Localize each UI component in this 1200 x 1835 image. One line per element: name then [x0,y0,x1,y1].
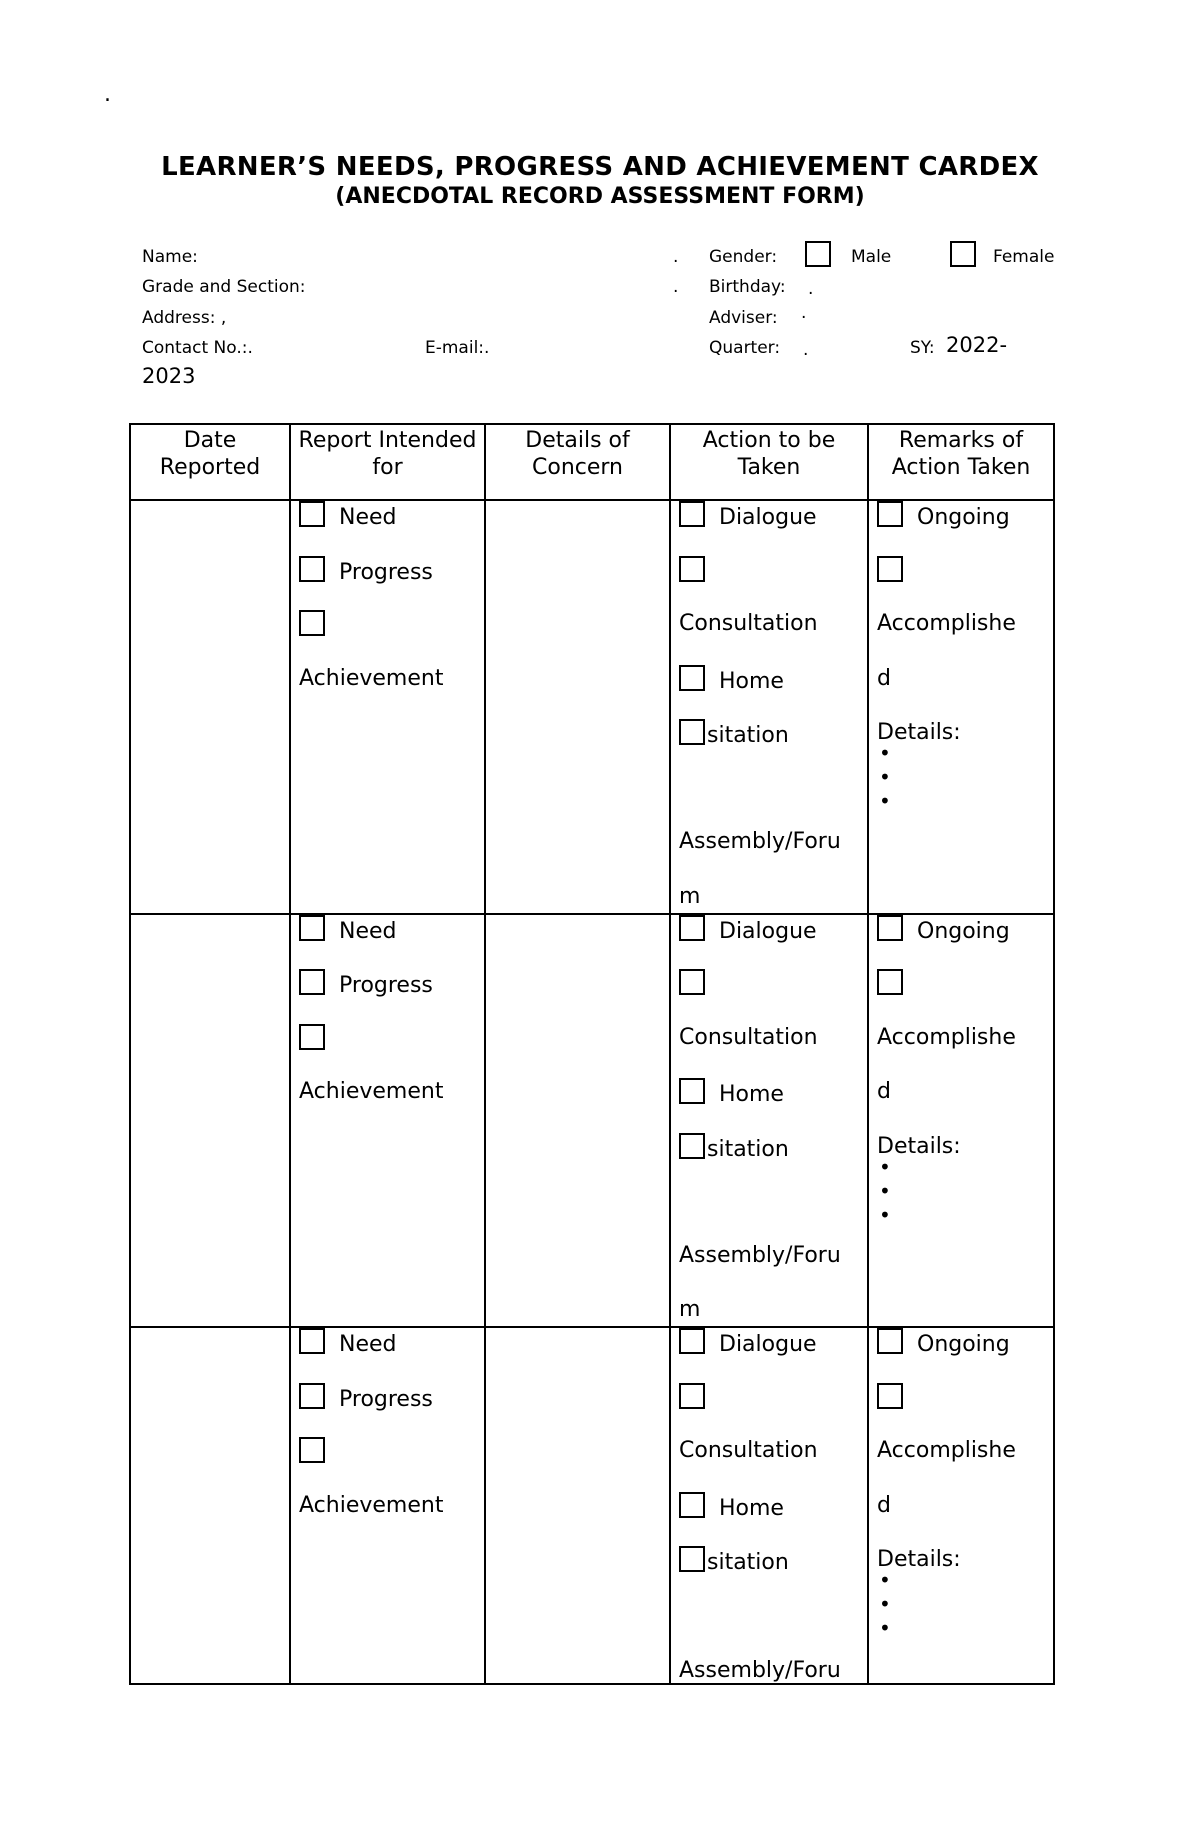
form-title: LEARNER’S NEEDS, PROGRESS AND ACHIEVEMENT CARDEX [161,152,1039,182]
sitation-label: sitation [707,1550,789,1575]
sy-label: SY: [910,338,935,358]
female-label: Female [993,247,1055,267]
action-taken-cell [670,914,868,1328]
achievement-checkbox[interactable] [299,610,325,636]
need-label: Need [339,1332,397,1357]
details-label: Details: [877,1133,961,1159]
home-checkbox[interactable] [679,665,705,691]
progress-checkbox[interactable] [299,556,325,582]
grade-section-label: Grade and Section: [142,277,306,297]
accomplished-label-wrap: d [877,1492,891,1518]
sitation-checkbox[interactable] [679,1546,705,1572]
report-intended-cell [290,914,485,1328]
achievement-label: Achievement [299,1079,444,1104]
sitation-label: sitation [707,1136,789,1162]
home-label: Home [719,668,784,694]
adviser-dot: · [801,308,807,328]
remarks-cell [868,1327,1054,1684]
sy-value-start: 2022- [946,333,1008,357]
sitation-checkbox[interactable] [679,1133,705,1159]
form-subtitle: (ANECDOTAL RECORD ASSESSMENT FORM) [335,184,865,209]
ongoing-label: Ongoing [917,1332,1010,1357]
table-row [130,914,1054,1328]
details-bullet: • [879,1592,891,1616]
date-reported-cell[interactable] [130,500,290,914]
dialogue-label: Dialogue [719,505,817,530]
details-concern-cell[interactable] [485,500,670,914]
need-checkbox[interactable] [299,915,325,941]
address-label: Address: , [142,308,227,328]
birthday-label: Birthday: [709,277,786,297]
sy-value-end: 2023 [142,364,196,388]
report-intended-cell [290,500,485,914]
dialogue-checkbox[interactable] [679,501,705,527]
table-row [130,1327,1054,1684]
accomplished-label-wrap: d [877,1079,891,1104]
header-details-concern: Details of Concern [485,424,670,500]
details-bullet: • [879,1568,891,1592]
details-label: Details: [877,1547,961,1572]
details-bullet: • [879,765,891,789]
home-label: Home [719,1495,784,1521]
consultation-label: Consultation [679,1024,818,1050]
need-checkbox[interactable] [299,1328,325,1354]
consultation-checkbox[interactable] [679,969,705,995]
action-taken-cell [670,1327,868,1684]
need-label: Need [339,918,397,944]
ongoing-checkbox[interactable] [877,915,903,941]
ongoing-label: Ongoing [917,505,1010,530]
achievement-checkbox[interactable] [299,1024,325,1050]
consultation-label: Consultation [679,611,818,636]
details-concern-cell[interactable] [485,914,670,1328]
details-bullet: • [879,1616,891,1640]
date-reported-cell[interactable] [130,1327,290,1684]
progress-label: Progress [339,973,433,998]
details-label: Details: [877,720,961,745]
header-report-intended: Report Intended for [290,424,485,500]
sitation-checkbox[interactable] [679,719,705,745]
progress-checkbox[interactable] [299,1383,325,1409]
remarks-cell [868,914,1054,1328]
achievement-label: Achievement [299,665,444,691]
header-date-reported: Date Reported [130,424,290,500]
contact-label: Contact No.:. [142,338,253,358]
name-label: Name: [142,247,198,267]
dialogue-label: Dialogue [719,918,817,944]
details-bullet: • [879,1178,891,1203]
name-dot: . [673,247,679,267]
gender-label: Gender: [709,247,778,267]
assembly-label: Assembly/Foru [679,1658,841,1683]
dialogue-label: Dialogue [719,1332,817,1357]
assembly-label: Assembly/Foru [679,1242,841,1268]
home-checkbox[interactable] [679,1492,705,1518]
home-label: Home [719,1082,784,1107]
female-checkbox[interactable] [950,241,976,267]
consultation-label: Consultation [679,1438,818,1463]
male-checkbox[interactable] [805,241,831,267]
consultation-checkbox[interactable] [679,1383,705,1409]
accomplished-label: Accomplishe [877,1024,1016,1050]
details-concern-cell[interactable] [485,1327,670,1684]
achievement-checkbox[interactable] [299,1437,325,1463]
action-taken-cell [670,500,868,914]
quarter-label: Quarter: [709,338,781,358]
ongoing-label: Ongoing [917,918,1010,944]
assembly-label-wrap: m [679,883,701,909]
birthday-dot: . [808,279,814,299]
dialogue-checkbox[interactable] [679,1328,705,1354]
accomplished-label-wrap: d [877,665,891,691]
accomplished-checkbox[interactable] [877,1383,903,1409]
date-reported-cell[interactable] [130,914,290,1328]
accomplished-checkbox[interactable] [877,969,903,995]
progress-label: Progress [339,1386,433,1412]
details-bullet: • [879,789,891,813]
need-label: Need [339,505,397,530]
details-bullet: • [879,1202,891,1227]
details-bullet: • [879,1154,891,1179]
grade-section-dot: . [673,277,679,297]
cardex-table [129,423,1055,1685]
quarter-dot: . [803,340,809,360]
ongoing-checkbox[interactable] [877,501,903,527]
ongoing-checkbox[interactable] [877,1328,903,1354]
email-label: E-mail:. [425,338,490,358]
details-bullet: • [879,741,891,765]
table-header-row [130,424,1054,500]
need-checkbox[interactable] [299,501,325,527]
dialogue-checkbox[interactable] [679,915,705,941]
header-action-taken: Action to be Taken [670,424,868,500]
sitation-label: sitation [707,723,789,748]
progress-checkbox[interactable] [299,969,325,995]
male-label: Male [851,247,892,267]
progress-label: Progress [339,559,433,585]
report-intended-cell [290,1327,485,1684]
remarks-cell [868,500,1054,914]
adviser-label: Adviser: [709,308,778,328]
home-checkbox[interactable] [679,1078,705,1104]
accomplished-label: Accomplishe [877,611,1016,636]
table-row [130,500,1054,914]
assembly-label: Assembly/Foru [679,829,841,854]
achievement-label: Achievement [299,1492,444,1518]
accomplished-label: Accomplishe [877,1438,1016,1463]
accomplished-checkbox[interactable] [877,556,903,582]
consultation-checkbox[interactable] [679,556,705,582]
header-remarks: Remarks of Action Taken [868,424,1054,500]
top-dot: . [104,82,111,107]
assembly-label-wrap: m [679,1297,701,1322]
